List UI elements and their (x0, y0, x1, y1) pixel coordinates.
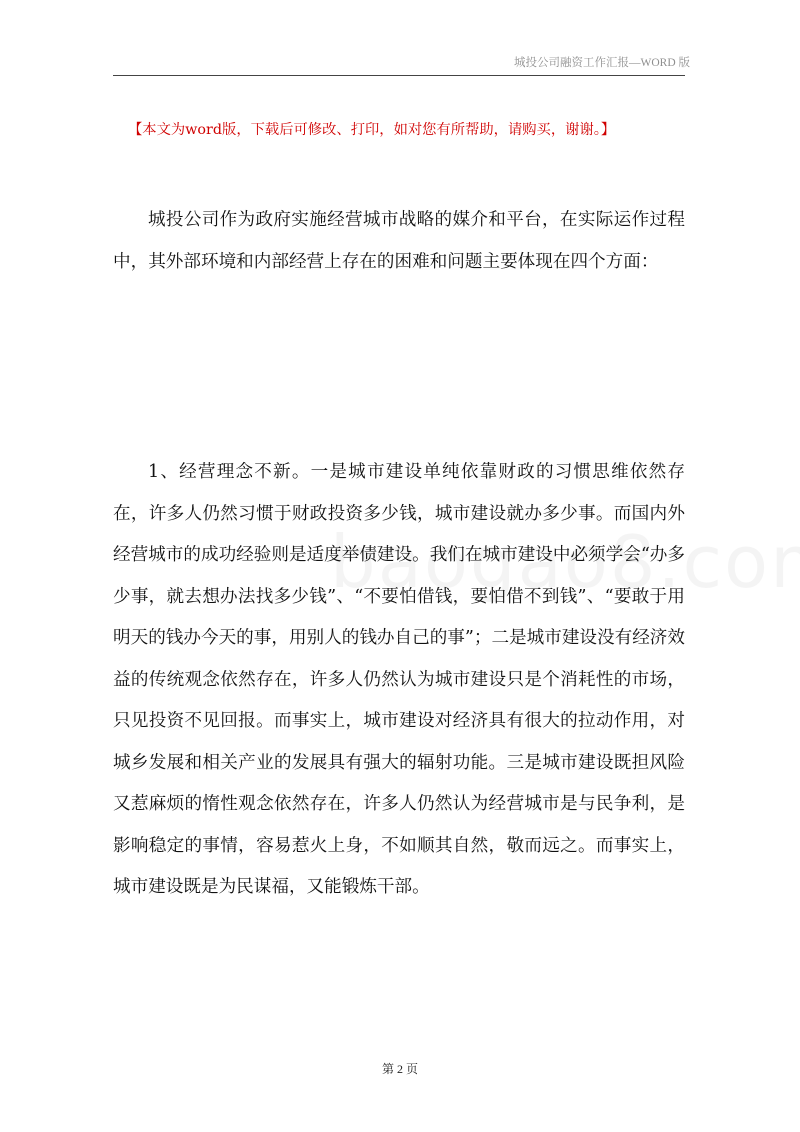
intro-paragraph: 城投公司作为政府实施经营城市战略的媒介和平台，在实际运作过程中，其外部环境和内部经营上存在的困难和问题主要体现在四个方面： (113, 210, 685, 272)
point-one-paragraph: 1、经营理念不新。一是城市建设单纯依靠财政的习惯思维依然存在，许多人仍然习惯于财政投资多少钱，城市建设就办多少事。而国内外经营城市的成功经验则是适度举债建设。我们在城市建设中必须学会“办多少事，就去想办法找多少钱”、“不要怕借钱，要怕借不到钱”、“要敢于用明天的钱办今天的事，用别人的钱办自己的事”；二是城市建设没有经济效益的传统观念依然存在，许多人仍然认为城市建设只是个消耗性的市场，只见投资不见回报。而事实上，城市建设对经济具有很大的拉动作用，对城乡发展和相关产业的发展具有强大的辐射功能。三是城市建设既担风险又惹麻烦的惰性观念依然存在，许多人仍然认为经营城市是与民争利，是影响稳定的事情，容易惹火上身，不如顺其自然，敬而远之。而事实上，城市建设既是为民谋福，又能锻炼干部。 (113, 462, 685, 897)
download-notice: 【本文为word版，下载后可修改、打印，如对您有所帮助，请购买，谢谢。】 (128, 122, 616, 138)
page-number: 第 2 页 (381, 1062, 418, 1076)
running-header: 城投公司融资工作汇报—WORD 版 (513, 57, 690, 69)
header-divider (113, 75, 685, 76)
